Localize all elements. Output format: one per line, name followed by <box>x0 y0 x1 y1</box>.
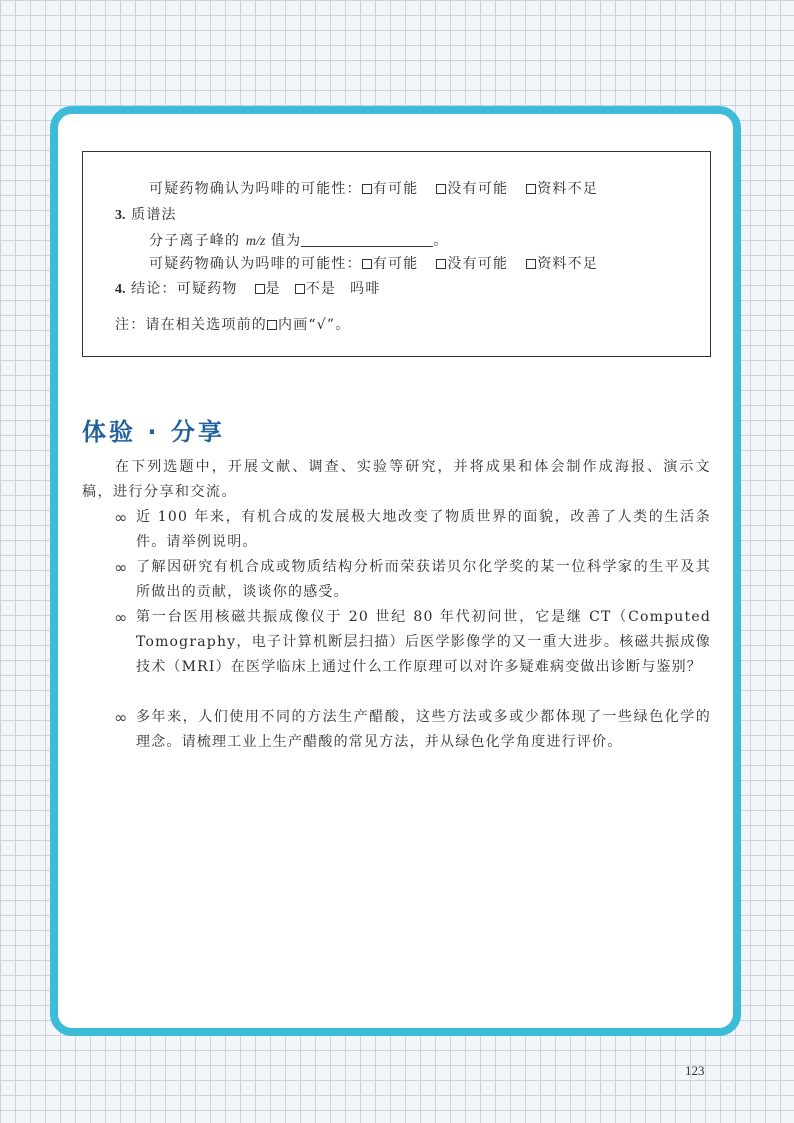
note-line: 注：请在相关选项前的 内画“√”。 <box>115 317 351 333</box>
checkbox-icon[interactable] <box>362 259 372 269</box>
infinity-bullet-icon: ∞ <box>114 608 128 627</box>
section-4-conclusion: 4. 结论：可疑药物 是 不是 吗啡 <box>115 281 381 297</box>
mz-line: 分子离子峰的 m/z 值为 。 <box>149 233 449 249</box>
topic-item: ∞ 第一台医用核磁共振成像仪于 20 世纪 80 年代初问世，它是继 CT（Computed Tomography，电子计算机断层扫描）后医学影像学的又一重大进步。核磁共振成像技术（MRI）在医学临床上通过什么工作原理可以对许多疑难病变做出诊断与鉴别？ <box>114 605 711 680</box>
topic-item: ∞ 了解因研究有机合成或物质结构分析而荣获诺贝尔化学奖的某一位科学家的生平及其所做出的贡献，谈谈你的感受。 <box>114 555 711 605</box>
checkbox-icon[interactable] <box>295 284 305 294</box>
possibility-line-1: 可疑药物确认为吗啡的可能性： 有可能 没有可能 资料不足 <box>149 181 599 197</box>
checkbox-icon[interactable] <box>526 259 536 269</box>
topic-item: ∞ 多年来，人们使用不同的方法生产醋酸，这些方法或多或少都体现了一些绿色化学的理念。请梳理工业上生产醋酸的常见方法，并从绿色化学角度进行评价。 <box>114 705 711 755</box>
possibility-line-2: 可疑药物确认为吗啡的可能性： 有可能 没有可能 资料不足 <box>149 256 599 272</box>
section-3-title: 3. 质谱法 <box>115 207 177 223</box>
section-heading: 体验 · 分享 <box>82 418 225 446</box>
checkbox-icon[interactable] <box>526 184 536 194</box>
intro-paragraph: 在下列选题中，开展文献、调查、实验等研究，并将成果和体会制作成海报、演示文稿，进行分享和交流。 <box>82 459 711 500</box>
checkbox-icon <box>267 320 277 330</box>
worksheet-box <box>82 151 711 357</box>
infinity-bullet-icon: ∞ <box>114 558 128 577</box>
answer-blank[interactable] <box>301 232 433 247</box>
infinity-bullet-icon: ∞ <box>114 708 128 727</box>
checkbox-icon[interactable] <box>436 259 446 269</box>
topic-item: ∞ 近 100 年来，有机合成的发展极大地改变了物质世界的面貌，改善了人类的生活条件。请举例说明。 <box>114 505 711 555</box>
checkbox-icon[interactable] <box>255 284 265 294</box>
page-number: 123 <box>685 1063 705 1078</box>
infinity-bullet-icon: ∞ <box>114 508 128 527</box>
checkbox-icon[interactable] <box>362 184 372 194</box>
checkbox-icon[interactable] <box>436 184 446 194</box>
